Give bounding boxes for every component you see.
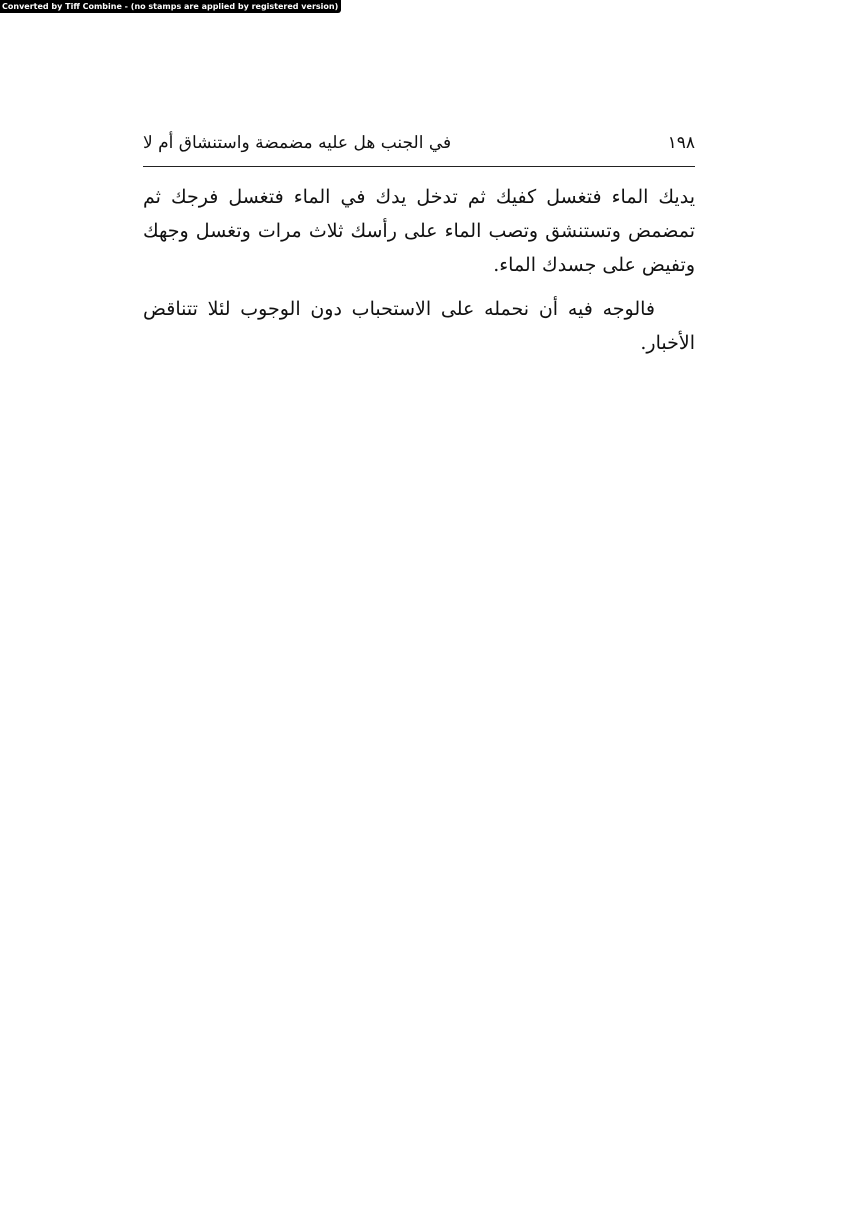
page-number: ١٩٨ [667,133,695,153]
converter-banner: Converted by Tiff Combine - (no stamps are applied by registered version) [0,0,341,13]
body-text [143,180,695,360]
header-rule [143,166,695,167]
page-header [143,128,695,162]
paragraph: فالوجه فيه أن نحمله على الاستحباب دون الوجوب لئلا تتناقض الأخبار. [143,298,695,354]
paragraph: يديك الماء فتغسل كفيك ثم تدخل يدك في الماء فتغسل فرجك ثم تمضمض وتستنشق وتصب الماء على رأسك ثلاث مرات وتغسل وجهك وتفيض على جسدك الماء. [143,186,695,276]
running-title: في الجنب هل عليه مضمضة واستنشاق أم لا [143,133,452,153]
